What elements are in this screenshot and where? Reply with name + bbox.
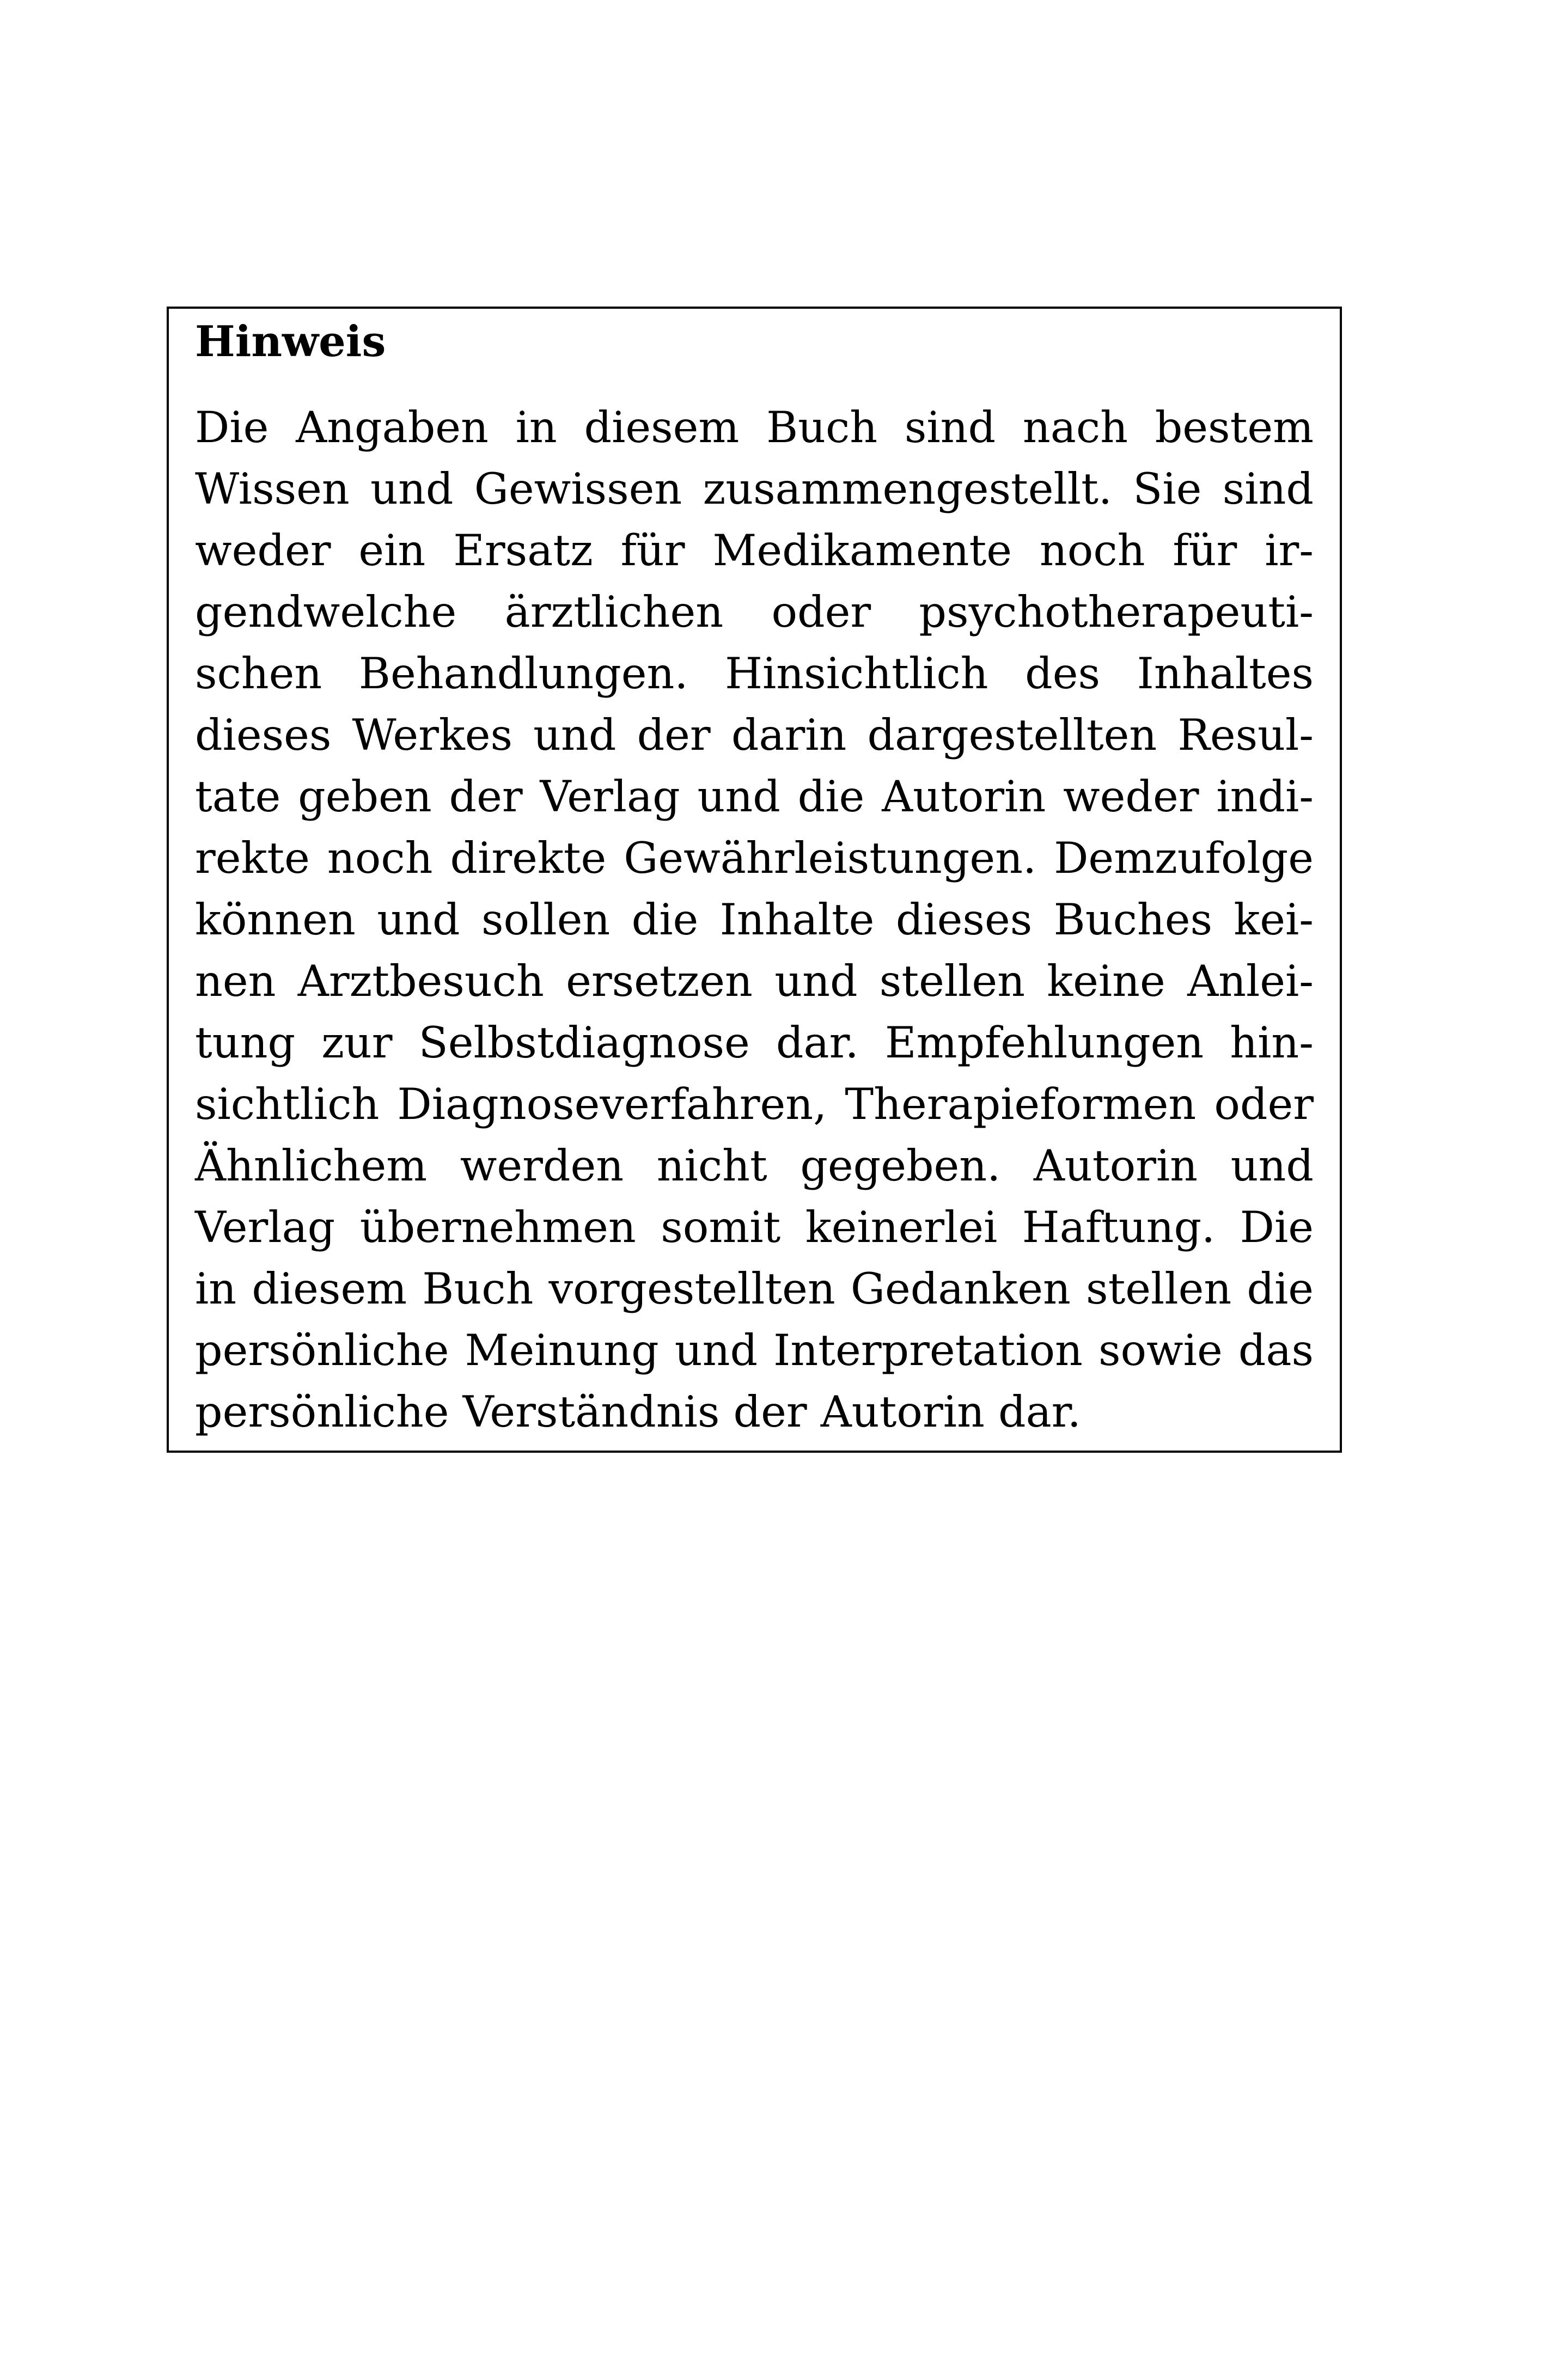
notice-line: tung zur Selbstdiagnose dar. Empfehlungen hin- (195, 1017, 1314, 1068)
notice-line: nen Arztbesuch ersetzen und stellen keine Anlei- (195, 956, 1314, 1006)
notice-line: Ähnlichem werden nicht gegeben. Autorin und (195, 1140, 1314, 1191)
notice-line: in diesem Buch vorgestellten Gedanken stellen die (195, 1263, 1314, 1314)
notice-line: rekte noch direkte Gewährleistungen. Demzufolge (195, 833, 1314, 883)
notice-line: Verlag übernehmen somit keinerlei Haftung. Die (195, 1202, 1314, 1252)
notice-line: sichtlich Diagnoseverfahren, Therapieformen oder (195, 1079, 1314, 1129)
notice-title: Hinweis (195, 317, 386, 366)
notice-line: können und sollen die Inhalte dieses Buches kei- (195, 894, 1314, 945)
notice-line: weder ein Ersatz für Medikamente noch für ir- (195, 525, 1314, 576)
notice-body (195, 397, 1314, 1443)
notice-line: dieses Werkes und der darin dargestellten Resul- (195, 709, 1314, 760)
notice-line: schen Behandlungen. Hinsichtlich des Inhaltes (195, 648, 1314, 699)
notice-line: gendwelche ärztlichen oder psychotherapeuti- (195, 586, 1314, 637)
notice-line: persönliche Meinung und Interpretation sowie das (195, 1325, 1314, 1375)
notice-box (167, 307, 1342, 1453)
notice-line: tate geben der Verlag und die Autorin weder indi- (195, 771, 1314, 822)
notice-line: Wissen und Gewissen zusammengestellt. Sie sind (195, 463, 1314, 514)
notice-line: persönliche Verständnis der Autorin dar. (195, 1386, 1081, 1437)
notice-line: Die Angaben in diesem Buch sind nach bestem (195, 402, 1314, 452)
